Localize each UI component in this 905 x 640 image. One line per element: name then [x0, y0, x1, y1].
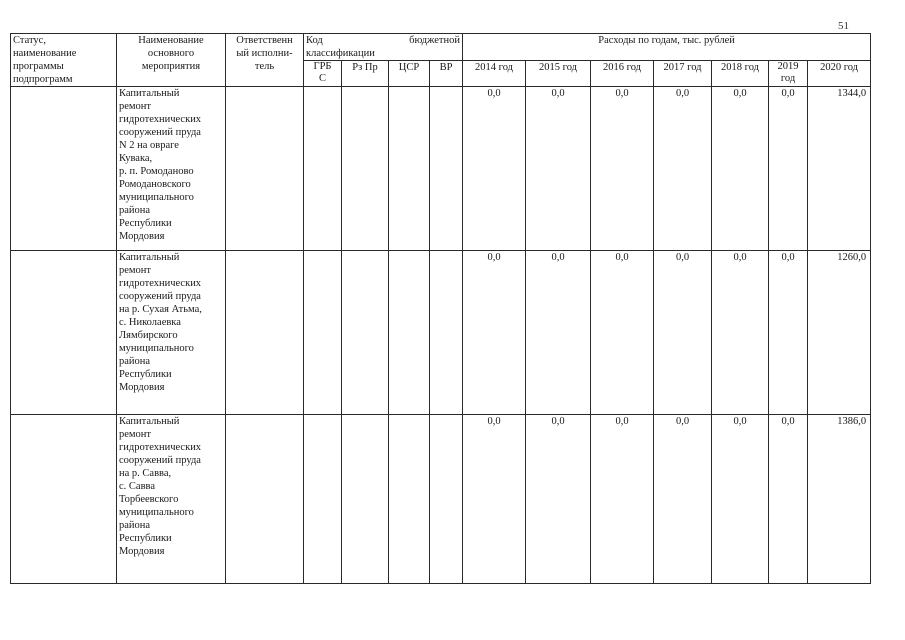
value-2018: 0,0 — [712, 415, 769, 584]
value-2014: 0,0 — [463, 415, 526, 584]
header-budget-code — [304, 34, 463, 61]
rzpr-cell — [342, 251, 389, 415]
rzpr-cell — [342, 87, 389, 251]
rzpr-cell — [342, 415, 389, 584]
csr-cell — [389, 251, 430, 415]
value-2017: 0,0 — [654, 87, 712, 251]
header-year-2017: 2017 год — [654, 61, 712, 87]
header-year-2019: 2019 год — [769, 61, 808, 87]
responsible-cell — [226, 87, 304, 251]
responsible-cell — [226, 251, 304, 415]
table-row — [11, 415, 871, 584]
value-2018: 0,0 — [712, 251, 769, 415]
header-name: Наименование основного мероприятия — [117, 34, 226, 87]
value-2016: 0,0 — [591, 87, 654, 251]
header-year-2018: 2018 год — [712, 61, 769, 87]
status-cell — [11, 87, 117, 251]
header-year-2015: 2015 год — [526, 61, 591, 87]
grbs-cell — [304, 251, 342, 415]
value-2015: 0,0 — [526, 87, 591, 251]
table-row — [11, 87, 871, 251]
csr-cell — [389, 87, 430, 251]
header-year-2020: 2020 год — [808, 61, 871, 87]
header-kod-right: бюджетной — [409, 35, 461, 46]
vr-cell — [430, 415, 463, 584]
page-number: 51 — [838, 20, 849, 32]
header-expenses: Расходы по годам, тыс. рублей — [463, 34, 871, 61]
table-row — [11, 251, 871, 415]
header-year-2016: 2016 год — [591, 61, 654, 87]
value-2016: 0,0 — [591, 415, 654, 584]
header-status: Статус, наименование программы подпрограмм — [11, 34, 117, 87]
responsible-cell — [226, 415, 304, 584]
value-2017: 0,0 — [654, 415, 712, 584]
header-csr: ЦСР — [389, 61, 430, 87]
value-2014: 0,0 — [463, 87, 526, 251]
header-responsible: Ответственн ый исполни- тель — [226, 34, 304, 87]
header-rzpr: Рз Пр — [342, 61, 389, 87]
measure-name: Капитальный ремонт гидротехнических сооружений пруда N 2 на овраге Кувака, р. п. Ромоданово Ромодановского муниципального района Республики Мордовия — [117, 87, 226, 251]
header-vr: ВР — [430, 61, 463, 87]
value-2015: 0,0 — [526, 251, 591, 415]
header-row-1 — [11, 34, 871, 61]
status-cell — [11, 415, 117, 584]
value-2015: 0,0 — [526, 415, 591, 584]
status-cell — [11, 251, 117, 415]
grbs-cell — [304, 415, 342, 584]
expenses-table — [10, 33, 871, 584]
header-year-2014: 2014 год — [463, 61, 526, 87]
value-2016: 0,0 — [591, 251, 654, 415]
header-kod-line2: классификации — [306, 48, 375, 59]
vr-cell — [430, 87, 463, 251]
value-2020: 1386,0 — [808, 415, 871, 584]
grbs-cell — [304, 87, 342, 251]
value-2019: 0,0 — [769, 415, 808, 584]
csr-cell — [389, 415, 430, 584]
value-2017: 0,0 — [654, 251, 712, 415]
measure-name: Капитальный ремонт гидротехнических сооружений пруда на р. Сухая Атьма, с. Николаевка Лямбирского муниципального района Республики Мордовия — [117, 251, 226, 415]
header-grbs: ГРБ С — [304, 61, 342, 87]
value-2014: 0,0 — [463, 251, 526, 415]
value-2020: 1260,0 — [808, 251, 871, 415]
value-2019: 0,0 — [769, 87, 808, 251]
vr-cell — [430, 251, 463, 415]
value-2019: 0,0 — [769, 251, 808, 415]
header-kod-left: Код — [306, 35, 323, 46]
measure-name: Капитальный ремонт гидротехнических сооружений пруда на р. Савва, с. Савва Торбеевского муниципального района Республики Мордовия — [117, 415, 226, 584]
value-2018: 0,0 — [712, 87, 769, 251]
value-2020: 1344,0 — [808, 87, 871, 251]
